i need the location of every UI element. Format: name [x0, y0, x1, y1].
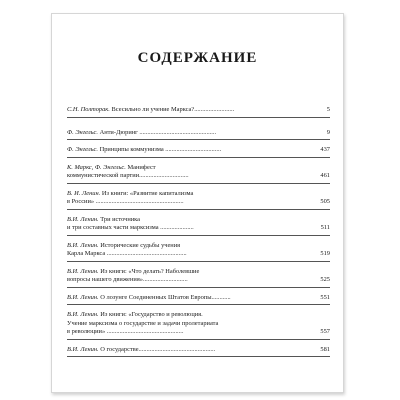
entry-title-continued: вопросы нашего движения»............................ [67, 276, 188, 283]
entry-author: Ф. Энгельс. [67, 128, 98, 136]
entry-title: Из книги: «Развитие капитализма [101, 189, 194, 197]
toc-entry [67, 106, 330, 118]
entry-title-continued: и три составных части марксизма ..................... [67, 224, 194, 231]
entry-title: Всесильно ли учение Маркса?......................... [111, 106, 235, 113]
entry-page-number: 505 [320, 198, 330, 205]
entry-page-number: 9 [326, 128, 330, 136]
entry-title: Анти-Дюринг ................................................ [99, 128, 217, 136]
entry-author: С.Н. Полторак. [67, 106, 110, 113]
toc-entry [67, 146, 330, 158]
entry-author: В.И. Ленин. [67, 311, 99, 318]
entry-page-number: 437 [320, 146, 330, 153]
entry-title-continued: Учение марксизма о государстве и задачи пролетариата [67, 319, 219, 327]
entry-title-continued: в революции» ................................................ [67, 328, 184, 335]
entry-author: В. И. Ленин. [67, 189, 101, 197]
toc-entry [67, 346, 330, 358]
toc-entry [67, 311, 330, 340]
entry-page-number: 511 [320, 224, 330, 231]
toc-entry [67, 294, 330, 306]
entry-title: Три источника [100, 215, 141, 223]
entry-page-number: 581 [320, 345, 330, 353]
entry-title-continued: в России» ....................................................... [67, 198, 184, 205]
toc-entry [67, 164, 330, 184]
entry-title: Из книги: «Что делать? Наболевшие [100, 267, 200, 275]
entry-title: Из книги: «Государство и революция. [100, 311, 203, 318]
entry-title-continued: Карла Маркса .................................................. [67, 250, 187, 257]
entry-page-number: 551 [320, 293, 330, 301]
entry-page-number: 557 [320, 328, 330, 335]
toc-entry [67, 190, 330, 210]
entry-author: В.И. Ленин. [67, 267, 99, 275]
page-title: СОДЕРЖАНИЕ [137, 50, 258, 66]
toc-entry [67, 268, 330, 288]
toc-entry [67, 129, 330, 141]
entry-author: К. Маркс, Ф. Энгельс. [67, 163, 126, 171]
entry-page-number: 525 [320, 276, 330, 283]
book-page [51, 13, 344, 393]
toc-entry [67, 216, 330, 236]
table-of-contents [67, 106, 330, 363]
entry-title: О лозунге Соединенных Штатов Европы............ [100, 293, 231, 301]
entry-title: Манифест [127, 163, 156, 171]
toc-entry [67, 242, 330, 262]
entry-title: Исторические судьбы учения [100, 241, 181, 249]
entry-page-number: 519 [320, 250, 330, 257]
entry-author: В.И. Ленин. [67, 215, 99, 223]
entry-author: Ф. Энгельс. [67, 146, 98, 153]
entry-page-number: 461 [320, 172, 330, 179]
entry-author: В.И. Ленин. [67, 293, 99, 301]
entry-page-number: 5 [326, 106, 330, 113]
entry-author: В.И. Ленин. [67, 241, 99, 249]
entry-title: Принципы коммунизма ................................... [99, 146, 222, 153]
entry-title-continued: коммунистической партии............................... [67, 172, 189, 179]
entry-author: В.И. Ленин. [67, 345, 99, 353]
entry-title: О государстве................................................ [100, 345, 216, 353]
